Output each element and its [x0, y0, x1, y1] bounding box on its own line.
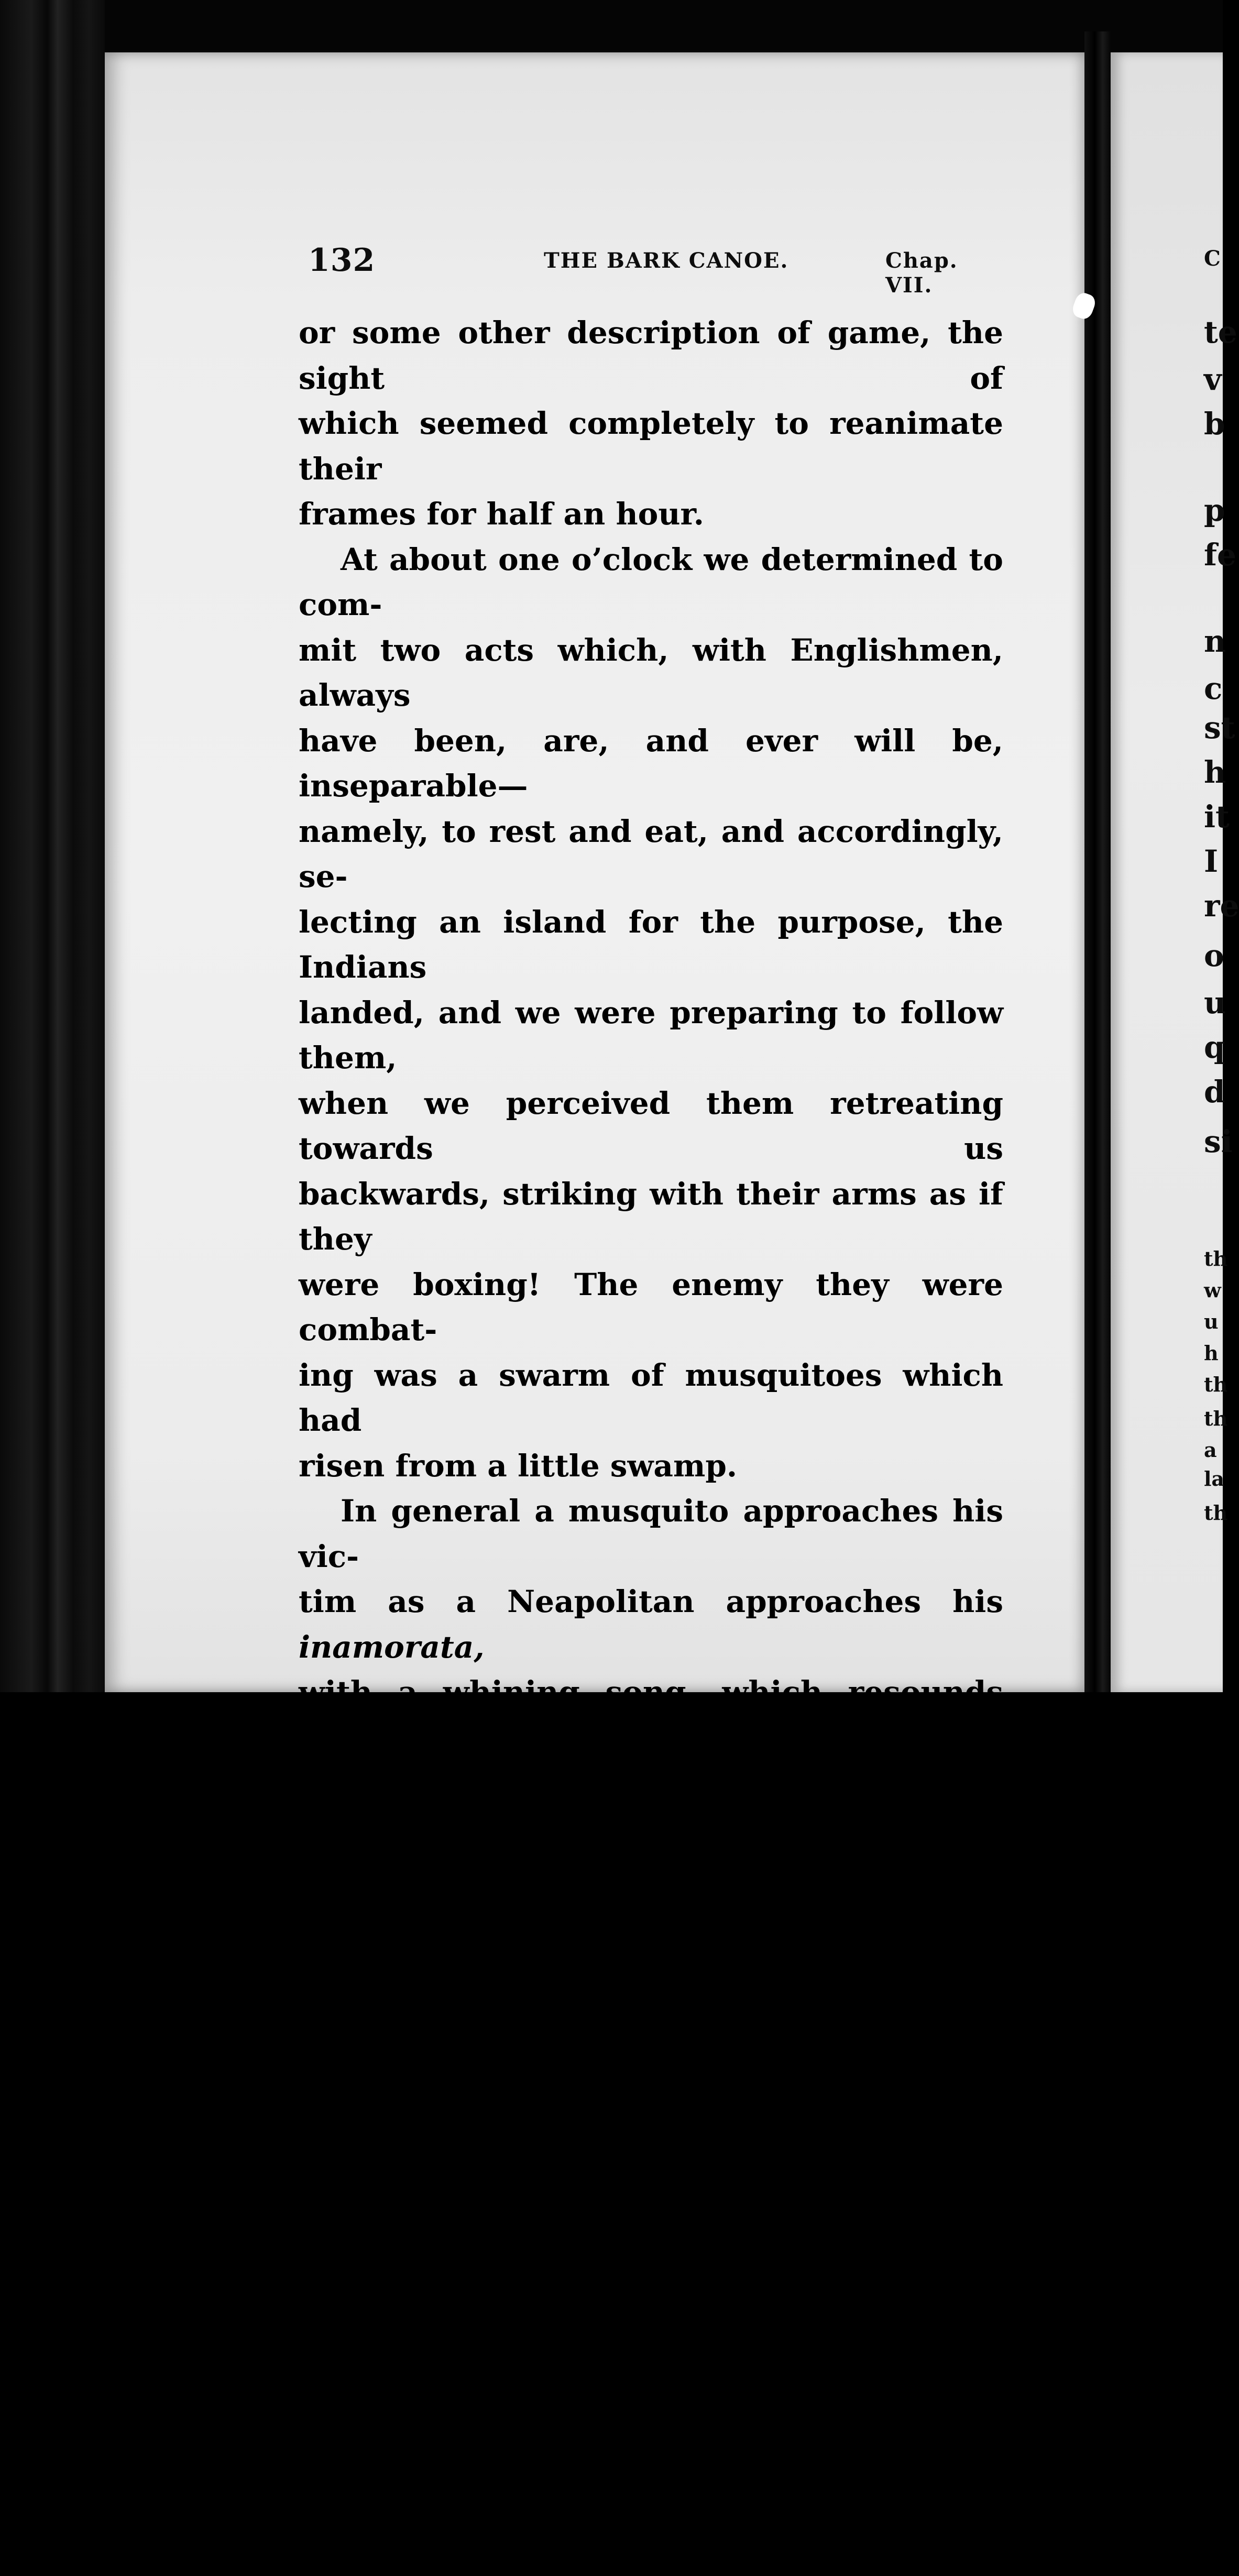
text-line: In general a musquito approaches his vic- — [299, 1488, 1003, 1579]
right-page-fragment-small: th — [1204, 1373, 1227, 1396]
right-page-fragment-small: th — [1204, 1407, 1227, 1430]
text-line: namely, to rest and eat, and accordingly, se- — [299, 809, 1003, 900]
text-line: At about one o’clock we determined to com- — [299, 537, 1003, 628]
text-line: ing was a swarm of musquitoes which had — [299, 1353, 1003, 1443]
text-line: which assailed our Indians, and which, as it — [299, 2078, 1003, 2168]
text-line: were by the point of the bayonet, triumphantly — [299, 2168, 1003, 2259]
right-page-fragment: d — [1204, 1074, 1225, 1110]
right-page-fragment-small: u — [1204, 1310, 1219, 1333]
chapter-text: Chap. VII. — [885, 248, 958, 298]
right-page-fragment: st — [1204, 710, 1235, 746]
page-content — [194, 242, 1003, 279]
text-line: or some other description of game, the sight of — [299, 310, 1003, 401]
right-page-fragment-small: la — [1204, 1467, 1224, 1490]
running-title: THE BARK CANOE. — [544, 248, 788, 273]
text-line — [299, 1579, 1003, 1670]
right-page-fragment: fe — [1204, 537, 1236, 573]
right-page-fragment: I — [1204, 843, 1218, 879]
right-page-fragment-small: h — [1204, 1341, 1219, 1365]
text-line: times near one ear, and sometimes near the — [299, 1760, 1003, 1851]
right-page-fragment: o — [1204, 938, 1224, 973]
text-line: faces were red, white, yellow, young, old, — [299, 2531, 1003, 2576]
text-line: have been, are, and ever will be, inseparable— — [299, 718, 1003, 809]
paragraph-3 — [299, 1488, 1003, 2576]
page-number: 132 — [308, 242, 375, 279]
text-line: drove us from the island, flew at us straight as — [299, 2259, 1003, 2350]
text-line: with a whining song, which resounds some- — [299, 1670, 1003, 1760]
right-page-fragment-small: th — [1204, 1247, 1227, 1270]
text-line: when we perceived them retreating towards us — [299, 1081, 1003, 1171]
right-page-fragment: te — [1204, 314, 1237, 350]
right-page-fragment-small: w — [1204, 1278, 1221, 1302]
book-gutter — [1084, 31, 1111, 1764]
text-line: landed, and we were preparing to follow them, — [299, 990, 1003, 1081]
right-page-fragment: c — [1204, 671, 1222, 706]
paragraph-1 — [299, 310, 1003, 537]
right-page-fragment: p — [1204, 492, 1225, 528]
right-page-fragment: v — [1204, 361, 1222, 397]
right-page-fragment: h — [1204, 754, 1226, 790]
text-line: which he will alight; but the musquitoes — [299, 2032, 1003, 2078]
text-line: lecting an island for the purpose, the Indians — [299, 900, 1003, 990]
right-page-fragment: si — [1204, 1124, 1233, 1159]
text-line: mit two acts which, with Englishmen, always — [299, 628, 1003, 718]
italic-word: inamorata, — [299, 1629, 485, 1665]
paragraph-2 — [299, 537, 1003, 1489]
text-line: other, until the capricious, timid, dainty little — [299, 1851, 1003, 1942]
right-page-fragment: n — [1204, 623, 1226, 659]
text-line: backwards, striking with their arms as if they — [299, 1171, 1003, 1262]
right-page-fragment: it — [1204, 799, 1230, 835]
right-page-fragment: re — [1204, 888, 1239, 924]
binding-edge — [0, 0, 105, 1764]
right-page-fragment: q — [1204, 1029, 1225, 1065]
chapter-label — [885, 248, 1003, 298]
right-page-fragment-small: a — [1204, 1438, 1217, 1462]
right-page-fragment: b — [1204, 406, 1225, 442]
text-line: were boxing! The enemy they were combat- — [299, 1262, 1003, 1353]
text-line: creature has determined on the exact spot on — [299, 1942, 1003, 2032]
text-line: which seemed completely to reanimate their — [299, 401, 1003, 491]
text-line: bull-dogs, or as arrows from a bow: indeed, it — [299, 2350, 1003, 2440]
text-line: risen from a little swamp. — [299, 1443, 1003, 1489]
running-head — [194, 242, 1003, 279]
text-span: tim as a Neapolitan approaches his — [299, 1584, 1003, 1619]
right-page-head-fragment: C — [1204, 246, 1221, 271]
right-page-fragment: u — [1204, 985, 1226, 1021]
text-line: evidently mattered not to them whether our — [299, 2440, 1003, 2531]
right-page-fragment-small: th — [1204, 1501, 1227, 1525]
text-line: frames for half an hour. — [299, 491, 1003, 537]
body-text — [299, 310, 1003, 2576]
